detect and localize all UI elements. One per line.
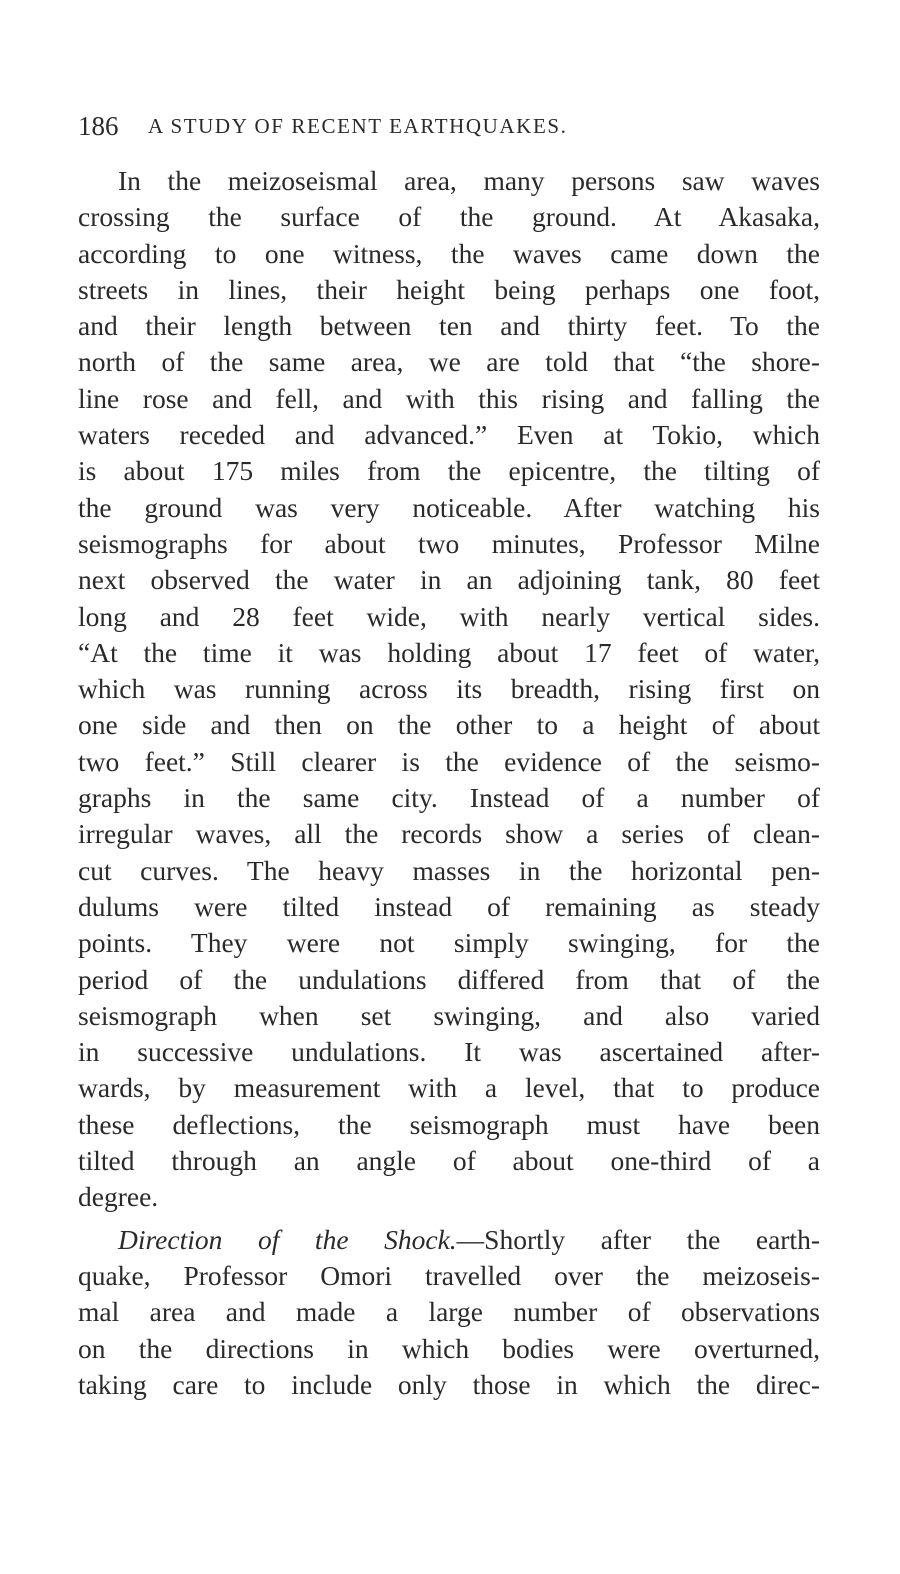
text-line: cut curves. The heavy masses in the horizontal pen-	[78, 854, 820, 886]
text-line: streets in lines, their height being perhaps one foot,	[78, 273, 820, 305]
text-line: line rose and fell, and with this rising and falling the	[78, 382, 820, 414]
text-line: wards, by measurement with a level, that to produce	[78, 1072, 820, 1104]
text-line: in successive undulations. It was ascertained after-	[78, 1036, 820, 1068]
text-line: which was running across its breadth, rising first on	[78, 673, 820, 705]
page-body	[78, 163, 820, 1403]
text-line: crossing the surface of the ground. At Akasaka,	[78, 201, 820, 233]
text-line	[78, 1222, 820, 1258]
text-line: In the meizoseismal area, many persons saw waves	[118, 165, 820, 196]
text-line: graphs in the same city. Instead of a number of	[78, 782, 820, 814]
text-line-rest: —Shortly after the earth-	[456, 1223, 820, 1255]
text-line: north of the same area, we are told that “the shore-	[78, 346, 820, 378]
text-line: degree.	[78, 1181, 159, 1213]
text-line: waters receded and advanced.” Even at Tokio, which	[78, 419, 820, 451]
text-line: “At the time it was holding about 17 feet of water,	[78, 636, 820, 668]
text-line: the ground was very noticeable. After watching his	[78, 491, 820, 523]
text-line: these deflections, the seismograph must have been	[78, 1108, 820, 1140]
text-line: period of the undulations differed from that of the	[78, 963, 820, 995]
text-line: and their length between ten and thirty feet. To the	[78, 310, 820, 342]
text-line: dulums were tilted instead of remaining as steady	[78, 890, 820, 922]
text-line: seismograph when set swinging, and also varied	[78, 999, 820, 1031]
paragraph-2	[78, 1222, 820, 1403]
text-line: tilted through an angle of about one-third of a	[78, 1145, 820, 1177]
page-header	[78, 111, 678, 145]
text-line: is about 175 miles from the epicentre, the tilting of	[78, 455, 820, 487]
text-line: according to one witness, the waves came down the	[78, 237, 820, 269]
paragraph-1	[78, 163, 820, 1216]
section-heading: Direction of the Shock.	[118, 1223, 457, 1255]
running-title: A STUDY OF RECENT EARTHQUAKES.	[148, 114, 568, 138]
text-line: next observed the water in an adjoining tank, 80 feet	[78, 564, 820, 596]
text-line: mal area and made a large number of observations	[78, 1296, 820, 1328]
text-line: long and 28 feet wide, with nearly vertical sides.	[78, 600, 820, 632]
text-line: one side and then on the other to a height of about	[78, 709, 820, 741]
text-line: two feet.” Still clearer is the evidence of the seismo-	[78, 745, 820, 777]
text-line: seismographs for about two minutes, Professor Milne	[78, 527, 820, 559]
text-line: points. They were not simply swinging, for the	[78, 927, 820, 959]
text-line: taking care to include only those in which the direc-	[78, 1368, 820, 1400]
text-line: quake, Professor Omori travelled over the meizoseis-	[78, 1259, 820, 1291]
page-number: 186	[78, 111, 119, 141]
text-line: on the directions in which bodies were overturned,	[78, 1332, 820, 1364]
text-line: irregular waves, all the records show a series of clean-	[78, 818, 820, 850]
